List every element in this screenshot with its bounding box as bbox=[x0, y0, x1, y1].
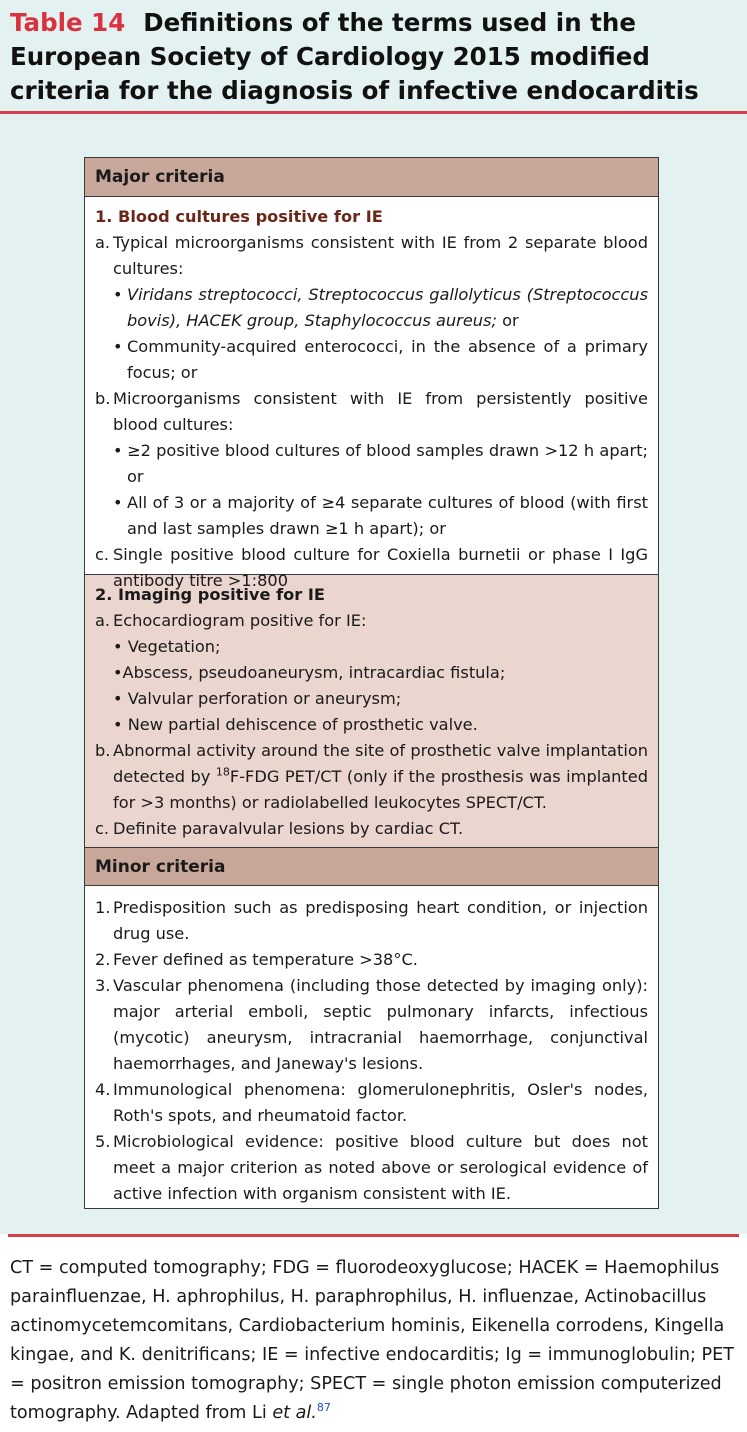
table-title-panel bbox=[0, 0, 747, 114]
minor-criterion: 5. Microbiological evidence: positive blood culture but does not meet a major criterion as noted above or serological evidence of active infection with organism consistent with IE. bbox=[95, 1132, 648, 1203]
criterion-1a-bullet-1: • Viridans streptococci, Streptococcus gallolyticus (Streptococcus bovis), HACEK group, Staphylococcus aureus; or bbox=[95, 282, 648, 334]
criterion-1b: b. Microorganisms consistent with IE from persistently positive blood cultures: bbox=[95, 389, 648, 434]
criterion-1b-bullet-1: • ≥2 positive blood cultures of blood samples drawn >12 h apart; or bbox=[95, 438, 648, 490]
blood-cultures-section bbox=[85, 197, 658, 590]
echo-finding: • New partial dehiscence of prosthetic valve. bbox=[113, 715, 478, 734]
criteria-table bbox=[84, 157, 659, 1209]
minor-criterion: 3. Vascular phenomena (including those detected by imaging only): major arterial emboli, septic pulmonary infarcts, infectious (mycotic) aneurysm, intracranial haemorrhage, conjunctival haemorrhages, and Janeway's lesions. bbox=[95, 976, 648, 1073]
echo-finding: • Vegetation; bbox=[113, 637, 221, 656]
criterion-1b-bullet-2: • All of 3 or a majority of ≥4 separate cultures of blood (with first and last samples drawn ≥1 h apart); or bbox=[95, 490, 648, 542]
criterion-1c: c. Single positive blood culture for Coxiella burnetii or phase I IgG antibody titre >1:800 bbox=[95, 545, 648, 590]
minor-criterion: 1. Predisposition such as predisposing heart condition, or injection drug use. bbox=[95, 898, 648, 943]
echo-finding: •Abscess, pseudoaneurysm, intracardiac fistula; bbox=[113, 663, 506, 682]
criterion-1a-bullet-2: • Community-acquired enterococci, in the absence of a primary focus; or bbox=[95, 334, 648, 386]
minor-criteria-header: Minor criteria bbox=[85, 848, 658, 886]
et-al: et al. bbox=[272, 1403, 317, 1423]
bullet-icon: • bbox=[113, 441, 123, 460]
minor-criteria-section bbox=[85, 886, 658, 1207]
major-criteria-header: Major criteria bbox=[85, 158, 658, 197]
blood-cultures-title: 1. Blood cultures positive for IE bbox=[95, 207, 383, 226]
imaging-section bbox=[85, 575, 658, 848]
table-title bbox=[10, 6, 737, 108]
table-number: Table 14 bbox=[10, 8, 126, 37]
bottom-divider bbox=[8, 1234, 739, 1237]
bullet-icon: • bbox=[113, 493, 123, 512]
bullet-icon: • bbox=[113, 285, 123, 304]
criterion-2a: a. Echocardiogram positive for IE: bbox=[95, 611, 367, 630]
criterion-2b: b. Abnormal activity around the site of prosthetic valve implantation detected by $^{18}$F-FDG PET/CT (only if the prosthesis was implanted for >3 months) or radiolabelled leukocytes SPECT/CT. bbox=[95, 741, 648, 812]
criterion-1a: a. Typical microorganisms consistent with IE from 2 separate blood cultures: bbox=[95, 233, 648, 278]
criterion-2c: c. Definite paravalvular lesions by cardiac CT. bbox=[95, 819, 464, 838]
bullet-icon: • bbox=[113, 337, 123, 356]
imaging-title: 2. Imaging positive for IE bbox=[95, 585, 325, 604]
reference-link[interactable]: 87 bbox=[316, 1401, 331, 1415]
table-title-text: Definitions of the terms used in the European Society of Cardiology 2015 modified criteria for the diagnosis of infective endocarditis bbox=[10, 8, 699, 105]
minor-criterion: 4. Immunological phenomena: glomerulonephritis, Osler's nodes, Roth's spots, and rheumatoid factor. bbox=[95, 1080, 648, 1125]
minor-criterion: 2. Fever defined as temperature >38°C. bbox=[95, 950, 418, 969]
table-footnote: CT = computed tomography; FDG = fluorodeoxyglucose; HACEK = Haemophilus parainfluenzae, H. aphrophilus, H. paraphrophilus, H. influenzae, Actinobacillus actinomycetemcomitans, Cardiobacterium hominis, Eikenella corrodens, Kingella kingae, and K. denitrificans; IE = infective endocarditis; Ig = immunoglobulin; PET = positron emission tomography; SPECT = single photon emission computerized tomography. Adapted from Li et al.$^{87}$ bbox=[10, 1258, 734, 1423]
echo-finding: • Valvular perforation or aneurysm; bbox=[113, 689, 402, 708]
